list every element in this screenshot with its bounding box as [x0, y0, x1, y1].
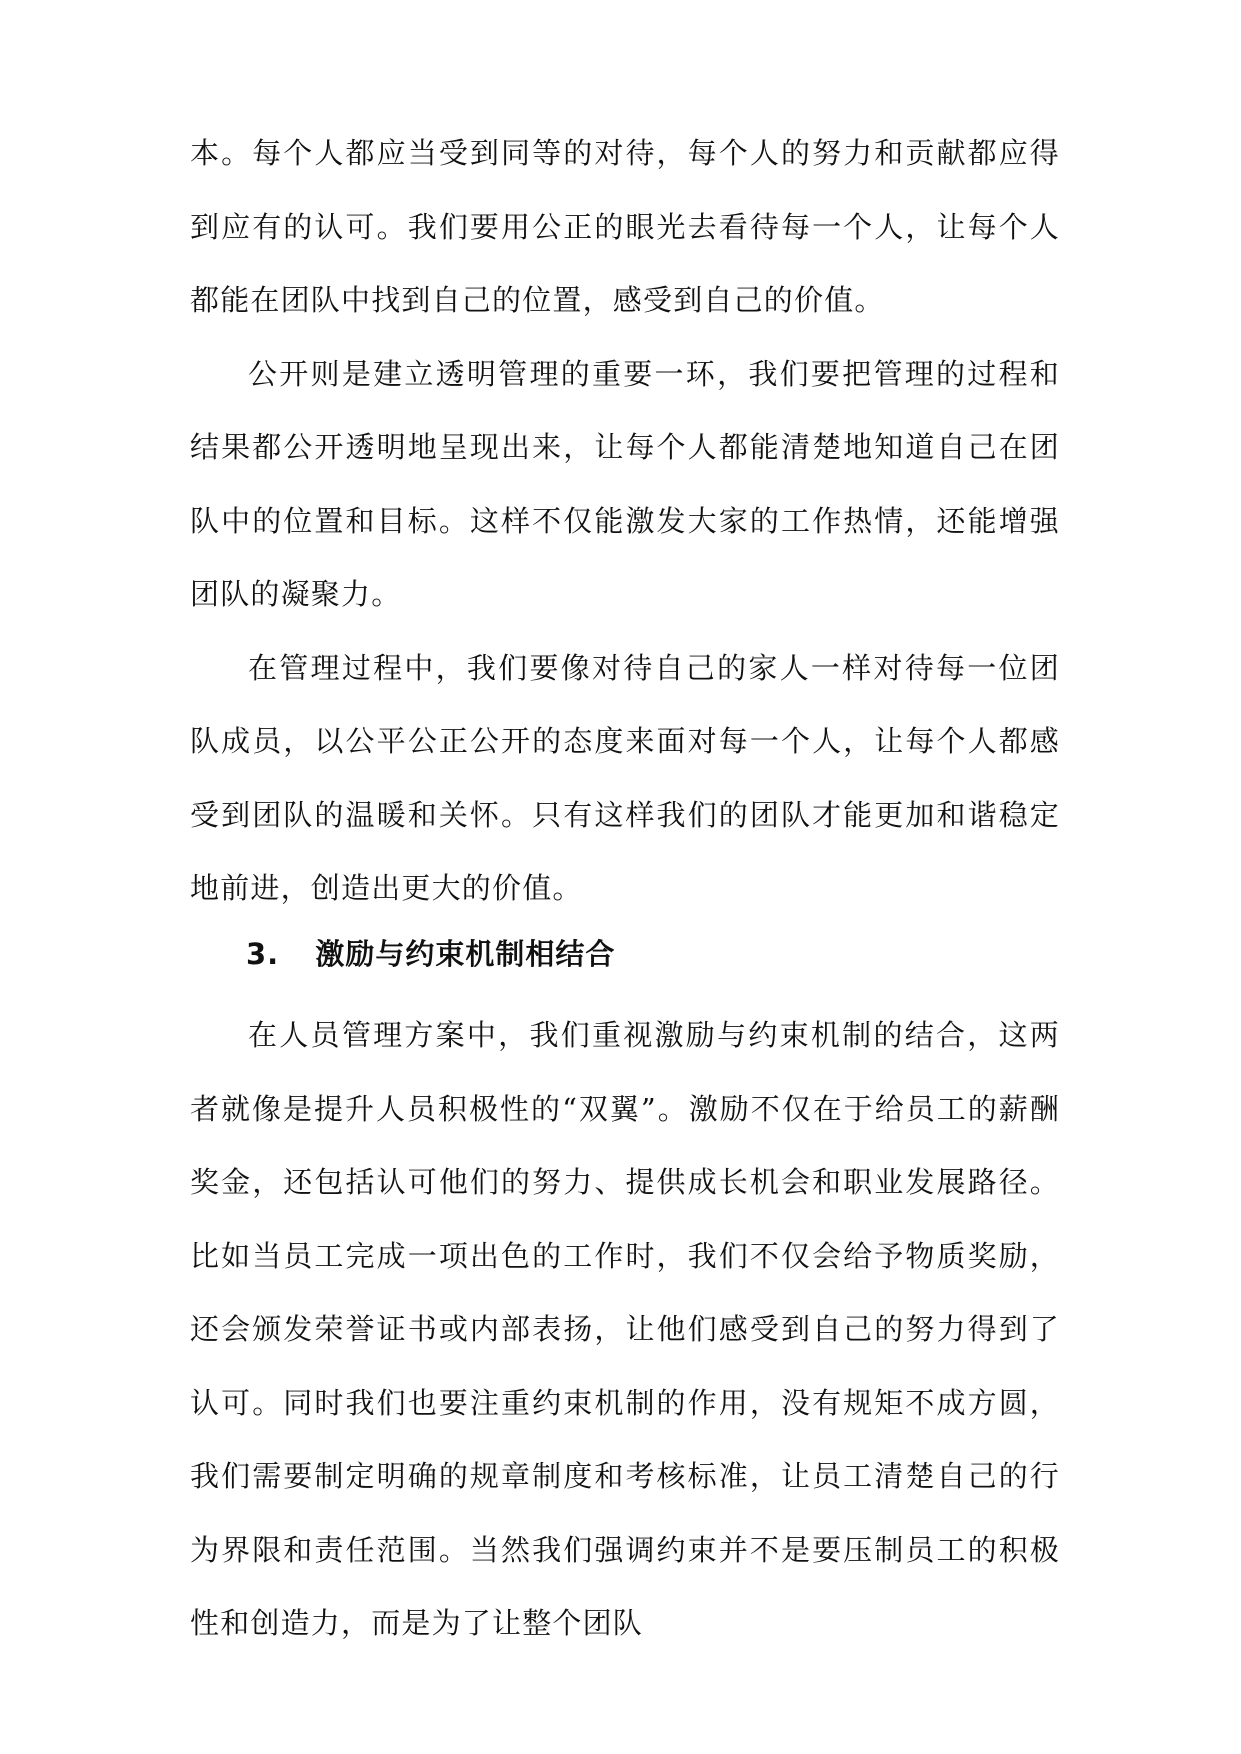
paragraph-management-attitude: 在管理过程中，我们要像对待自己的家人一样对待每一位团队成员，以公平公正公开的态度来面对每一个人，让每个人都感受到团队的温暖和关怀。只有这样我们的团队才能更加和谐稳定地前进，创造出更大的价值。 — [190, 650, 1060, 905]
paragraph-fairness: 本。每个人都应当受到同等的对待，每个人的努力和贡献都应得到应有的认可。我们要用公正的眼光去看待每一个人，让每个人都能在团队中找到自己的位置，感受到自己的价值。 — [190, 136, 1060, 317]
section-heading — [246, 934, 1060, 974]
paragraph-incentive-constraint: 在人员管理方案中，我们重视激励与约束机制的结合，这两者就像是提升人员积极性的“双翼”。激励不仅在于给员工的薪酬奖金，还包括认可他们的努力、提供成长机会和职业发展路径。比如当员工完成一项出色的工作时，我们不仅会给予物质奖励，还会颁发荣誉证书或内部表扬，让他们感受到自己的努力得到了认可。同时我们也要注重约束机制的作用，没有规矩不成方圆，我们需要制定明确的规章制度和考核标准，让员工清楚自己的行为界限和责任范围。当然我们强调约束并不是要压制员工的积极性和创造力，而是为了让整个团队 — [190, 1018, 1060, 1640]
body-text-lower — [190, 999, 1060, 1661]
section-number: 3. — [246, 937, 280, 971]
paragraph-openness: 公开则是建立透明管理的重要一环，我们要把管理的过程和结果都公开透明地呈现出来，让每个人都能清楚地知道自己在团队中的位置和目标。这样不仅能激发大家的工作热情，还能增强团队的凝聚力。 — [190, 356, 1060, 611]
body-text-upper — [190, 117, 1060, 926]
section-title: 激励与约束机制相结合 — [315, 937, 616, 971]
